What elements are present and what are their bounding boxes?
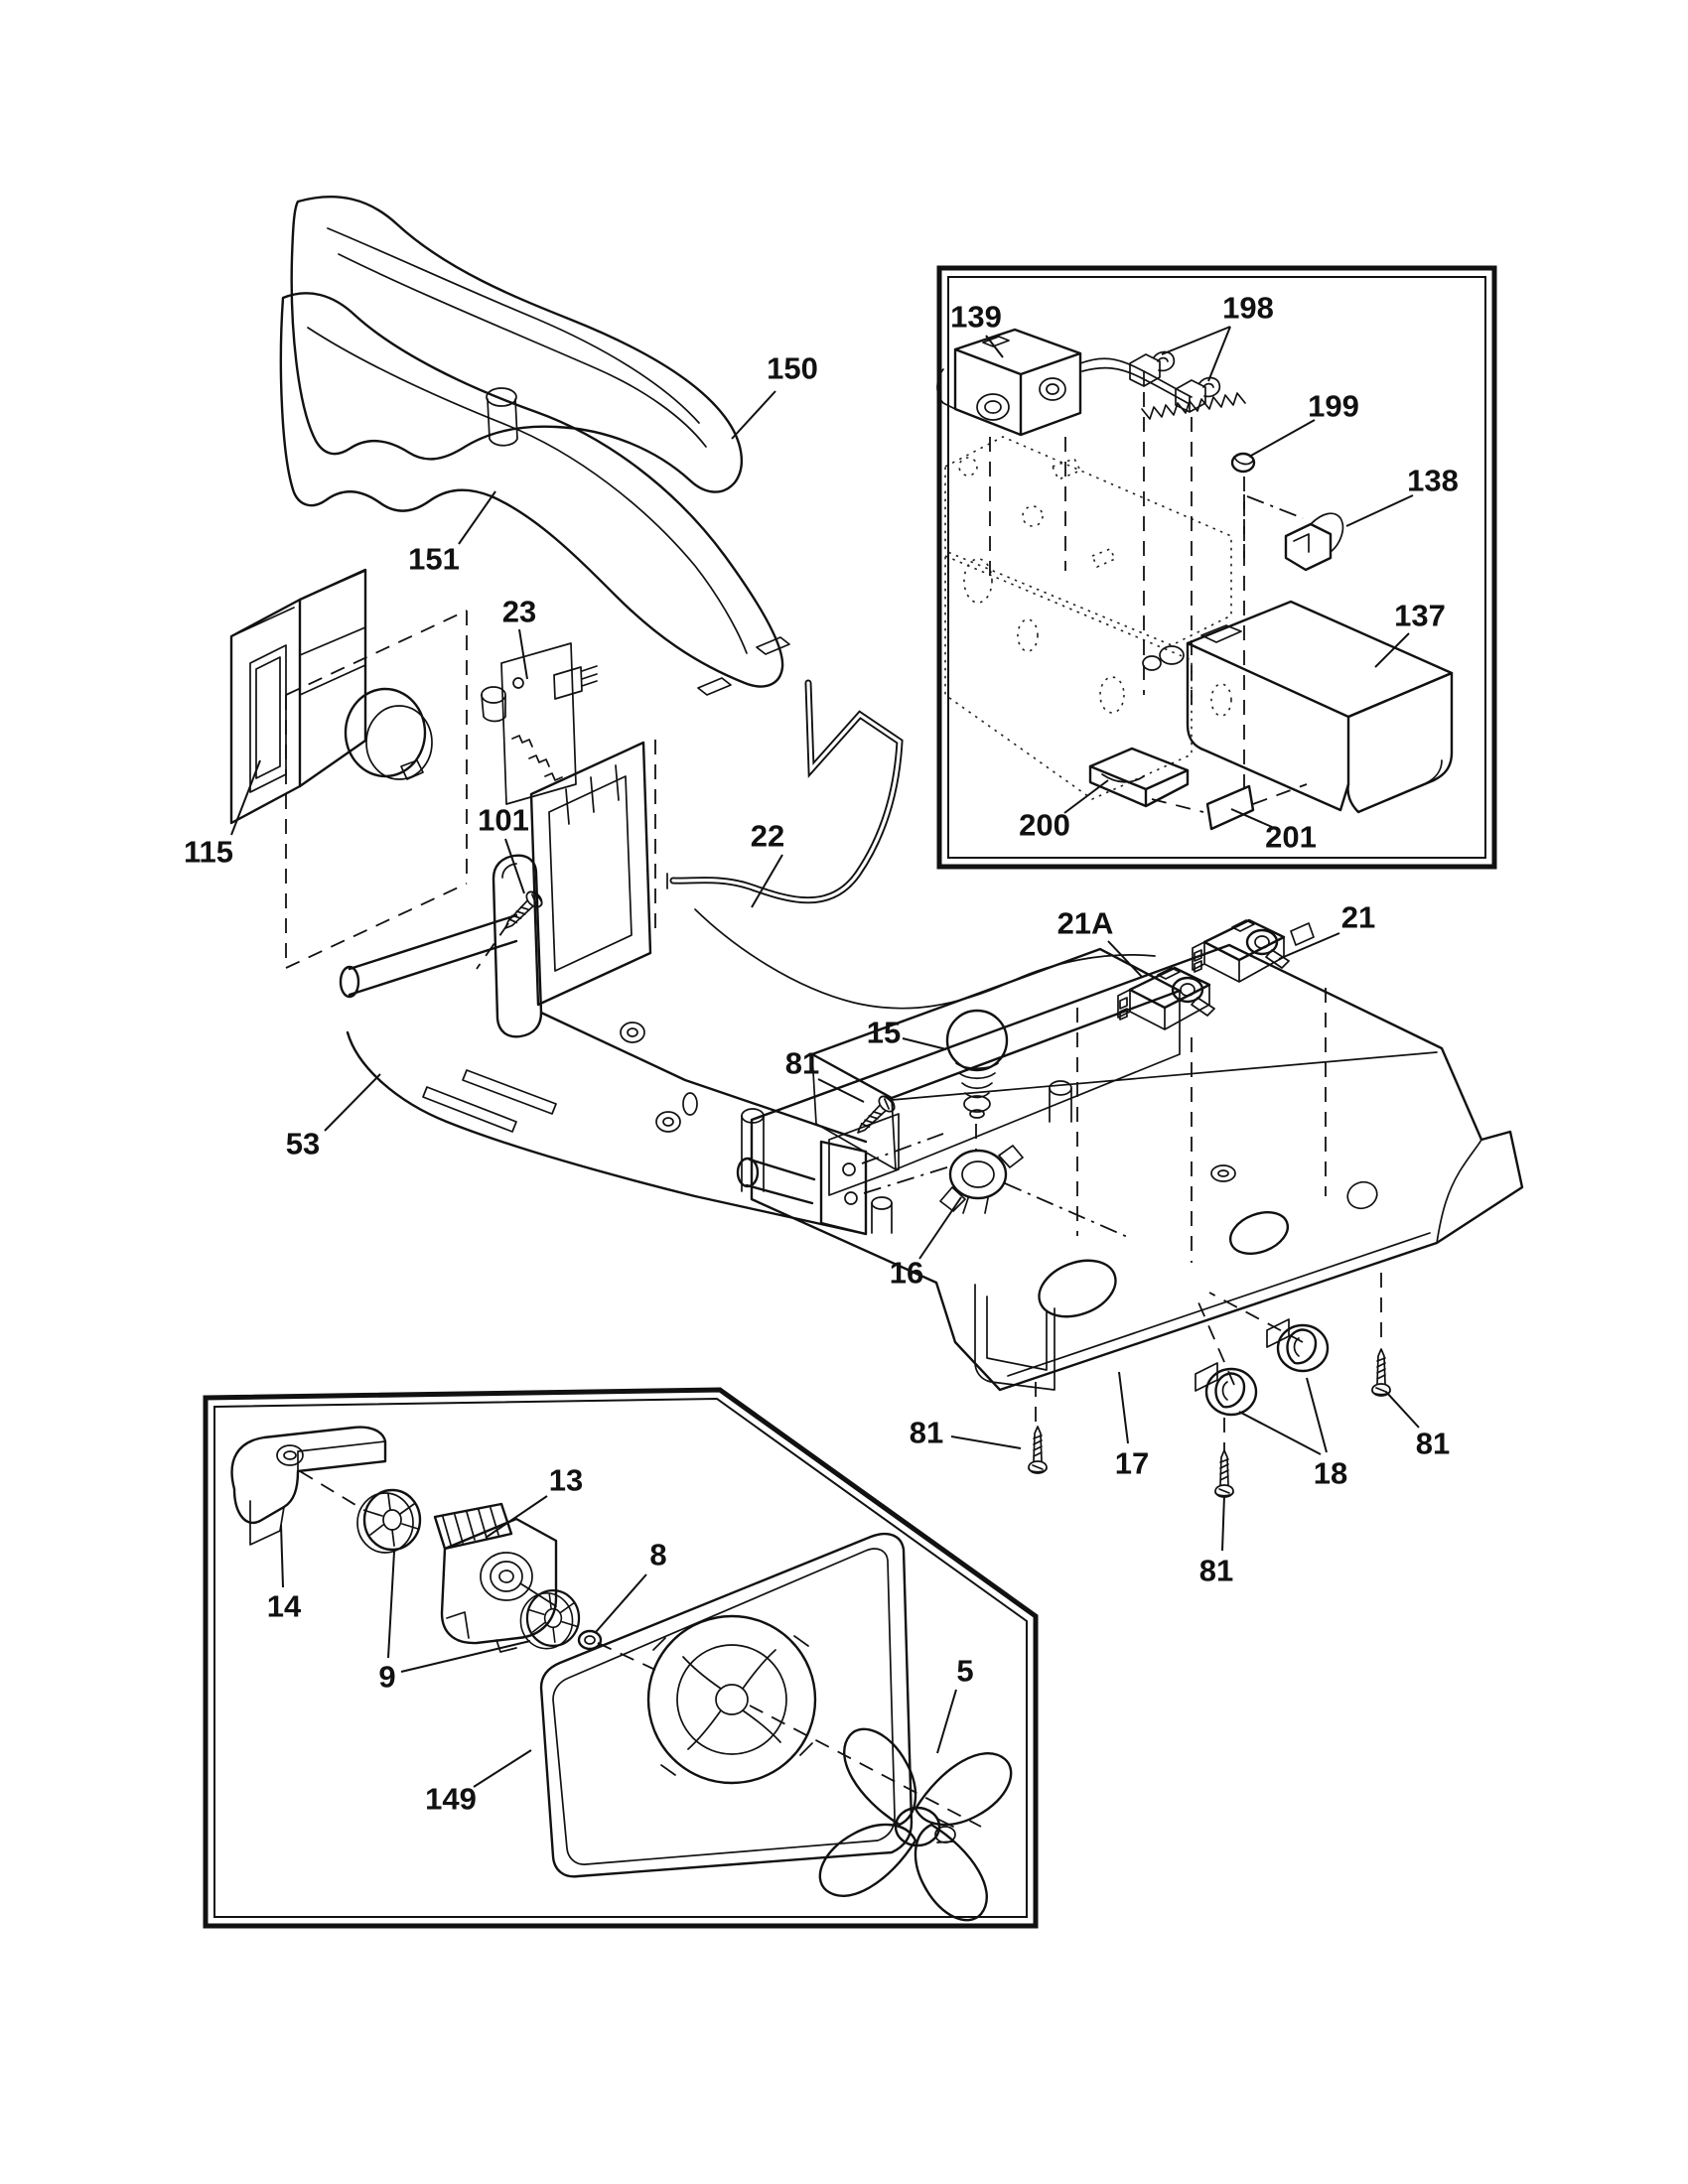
leader-c16-0	[919, 1197, 961, 1259]
leader-c14-0	[281, 1525, 283, 1587]
part-clip-138	[1286, 513, 1342, 570]
part-air-duct-cover-150	[292, 197, 742, 491]
leader-c8-0	[596, 1574, 646, 1632]
inset-icemaker-detail	[937, 268, 1494, 867]
part-light-bulb-15	[947, 1011, 1007, 1118]
callout-c201: 201	[1265, 819, 1317, 855]
callout-c16: 16	[889, 1255, 924, 1291]
callout-c21: 21	[1340, 899, 1376, 935]
part-damper-control-115	[231, 570, 432, 823]
callout-c139: 139	[950, 299, 1002, 335]
callout-c5: 5	[956, 1653, 974, 1689]
callout-c9: 9	[378, 1659, 396, 1695]
part-fan-shroud-149	[541, 1534, 912, 1876]
leader-c138-0	[1346, 495, 1413, 526]
callout-c81_2: 81	[909, 1415, 944, 1450]
leader-c199-0	[1249, 420, 1315, 457]
leader-c81_3-0	[1222, 1495, 1224, 1551]
callout-c13: 13	[548, 1462, 584, 1498]
part-thermostat-21a	[1118, 968, 1214, 1029]
callout-c81_4: 81	[1415, 1426, 1451, 1461]
part-knob-18-left	[1196, 1363, 1256, 1415]
part-icemaker-switch-139	[937, 330, 1080, 435]
leader-c9-1	[401, 1641, 530, 1672]
callout-c137: 137	[1394, 598, 1446, 633]
callout-c151: 151	[408, 541, 460, 577]
leader-c137-0	[1375, 633, 1409, 667]
part-control-board-23	[482, 643, 597, 804]
callout-c149: 149	[425, 1781, 477, 1817]
part-bracket-53	[341, 743, 866, 1234]
leader-c18-0	[1239, 1412, 1321, 1454]
callout-c22: 22	[750, 818, 785, 854]
part-lamp-socket-16	[940, 1146, 1023, 1213]
callout-c81_1: 81	[784, 1045, 820, 1081]
leader-c200-0	[1064, 780, 1108, 813]
hidden-icemaker-outline	[945, 437, 1231, 799]
callout-c81_3: 81	[1198, 1553, 1234, 1588]
leader-c18-1	[1307, 1378, 1327, 1452]
leader-c81_4-0	[1386, 1392, 1419, 1428]
leader-c150-0	[732, 391, 775, 439]
leader-c9-0	[388, 1552, 394, 1658]
part-screw-81-left	[1029, 1427, 1047, 1473]
leader-c81_2-0	[951, 1436, 1021, 1448]
part-ice-container-137	[1143, 602, 1452, 812]
callout-c115: 115	[183, 834, 234, 870]
leader-c21a-0	[1108, 941, 1142, 977]
part-capillary-tube-22	[667, 683, 1155, 1009]
leader-c22-0	[752, 855, 782, 907]
part-grommet-left	[357, 1490, 420, 1553]
callout-c23: 23	[501, 594, 537, 629]
construction-lines-inset1	[990, 392, 1307, 812]
part-screw-81-right	[1372, 1349, 1390, 1396]
leader-c53-0	[325, 1074, 380, 1131]
callout-c200: 200	[1019, 807, 1070, 843]
part-screw-81-bottom	[1215, 1450, 1233, 1497]
callout-c199: 199	[1308, 388, 1359, 424]
part-capillary-thermostat-199	[1080, 358, 1254, 472]
leader-c151-0	[459, 491, 495, 544]
leader-c17-0	[1119, 1372, 1128, 1443]
part-fill-wedge-200	[1090, 749, 1188, 806]
leader-c21-0	[1279, 933, 1339, 959]
callout-c198: 198	[1222, 290, 1274, 326]
callout-c53: 53	[285, 1126, 321, 1161]
inset-fan-assembly	[206, 1390, 1036, 1926]
part-fan-motor-13	[435, 1504, 556, 1652]
callout-c15: 15	[866, 1015, 902, 1050]
callout-c138: 138	[1407, 463, 1459, 498]
callout-c8: 8	[649, 1537, 667, 1572]
leader-c115-0	[231, 760, 260, 835]
part-motor-bracket-14	[232, 1428, 385, 1545]
callout-c14: 14	[266, 1588, 302, 1624]
callout-c18: 18	[1313, 1455, 1348, 1491]
part-label-plate-201	[1207, 786, 1253, 829]
callout-layer	[184, 291, 1459, 1817]
leader-c23-0	[519, 629, 527, 679]
callout-c101: 101	[478, 802, 529, 838]
leader-c149-0	[474, 1750, 531, 1787]
callout-c21a: 21A	[1056, 905, 1114, 941]
callout-c150: 150	[767, 350, 818, 386]
leader-c5-0	[937, 1690, 956, 1753]
leader-c15-0	[903, 1038, 946, 1049]
part-washer-8	[579, 1631, 601, 1649]
part-air-duct-151	[281, 293, 789, 695]
construction-lines-main	[286, 611, 1381, 1452]
callout-c17: 17	[1114, 1445, 1150, 1481]
